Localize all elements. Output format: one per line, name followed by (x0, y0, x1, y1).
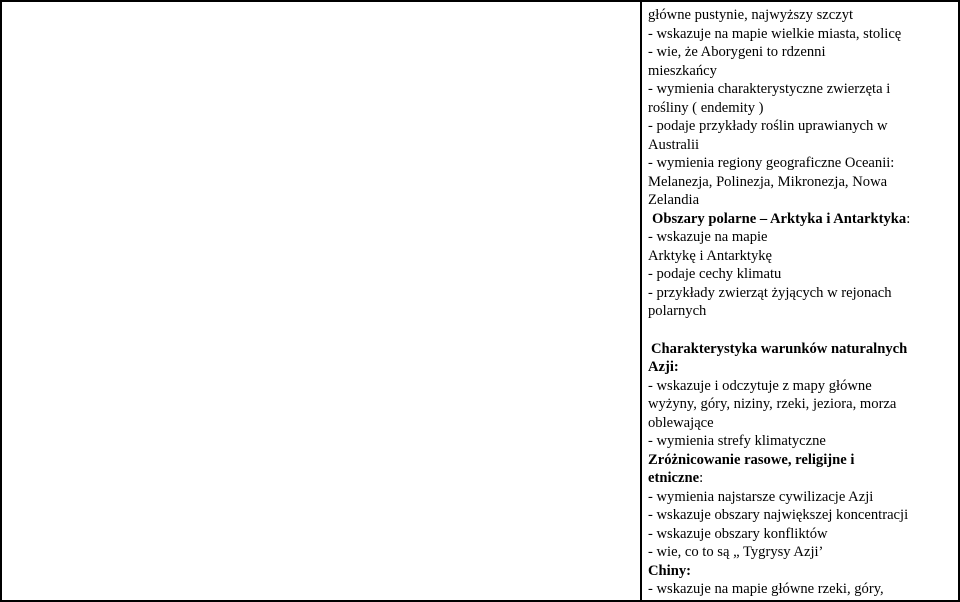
table-border-left (0, 0, 2, 602)
text-line: wyżyny, góry, niziny, rzeki, jeziora, morza (648, 396, 897, 412)
diversity-heading-text: etniczne (648, 470, 700, 486)
text-line: Melanezja, Polinezja, Mikronezja, Nowa (648, 173, 888, 190)
section-heading-diversity-cont (648, 469, 703, 488)
text-line: rośliny ( endemity ) (648, 99, 764, 116)
text-line: - wymienia strefy klimatyczne (648, 433, 826, 449)
section-heading-diversity: Zróżnicowanie rasowe, religijne i (648, 451, 855, 468)
section-heading-asia: Charakterystyka warunków naturalnych (651, 340, 908, 357)
section-heading-china: Chiny: (648, 562, 691, 579)
text-line: - wymienia najstarsze cywilizacje Azji (648, 488, 874, 505)
text-line: - wskazuje i odczytuje z mapy główne (648, 377, 872, 394)
polar-heading-colon: : (906, 210, 911, 227)
text-line: Zelandia (648, 192, 700, 208)
text-line: - podaje przykłady roślin uprawianych w (648, 118, 888, 134)
diversity-heading-colon: : (699, 470, 704, 486)
text-line: - wskazuje na mapie główne rzeki, góry, (648, 581, 884, 597)
text-line: - podaje cechy klimatu (648, 266, 782, 282)
text-line: - wie, co to są „ Tygrysy Azji’ (648, 544, 824, 560)
text-line: mieszkańcy (648, 62, 717, 79)
section-heading-asia-cont: Azji: (648, 359, 679, 375)
text-line: Arktykę i Antarktykę (648, 247, 773, 264)
text-line: - wskazuje na mapie (648, 229, 768, 245)
table-cell-requirements (642, 2, 958, 600)
text-line: - przykłady zwierząt żyjących w rejonach (648, 284, 892, 301)
text-line: - wymienia regiony geograficzne Oceanii: (648, 155, 895, 171)
text-line: - wie, że Aborygeni to rdzenni (648, 44, 826, 60)
polar-heading-text: Obszary polarne – Arktyka i Antarktyka (652, 210, 907, 227)
text-line: główne pustynie, najwyższy szczyt (648, 7, 854, 23)
text-line: Australii (648, 136, 700, 153)
text-line: - wskazuje obszary największej koncentracji (648, 507, 909, 523)
text-line: - wskazuje obszary konfliktów (648, 525, 828, 542)
text-line: polarnych (648, 303, 707, 319)
text-line: - wymienia charakterystyczne zwierzęta i (648, 81, 891, 97)
text-line: - wskazuje na mapie wielkie miasta, stolicę (648, 25, 902, 42)
section-heading-polar (652, 210, 910, 229)
text-line: oblewające (648, 414, 714, 431)
